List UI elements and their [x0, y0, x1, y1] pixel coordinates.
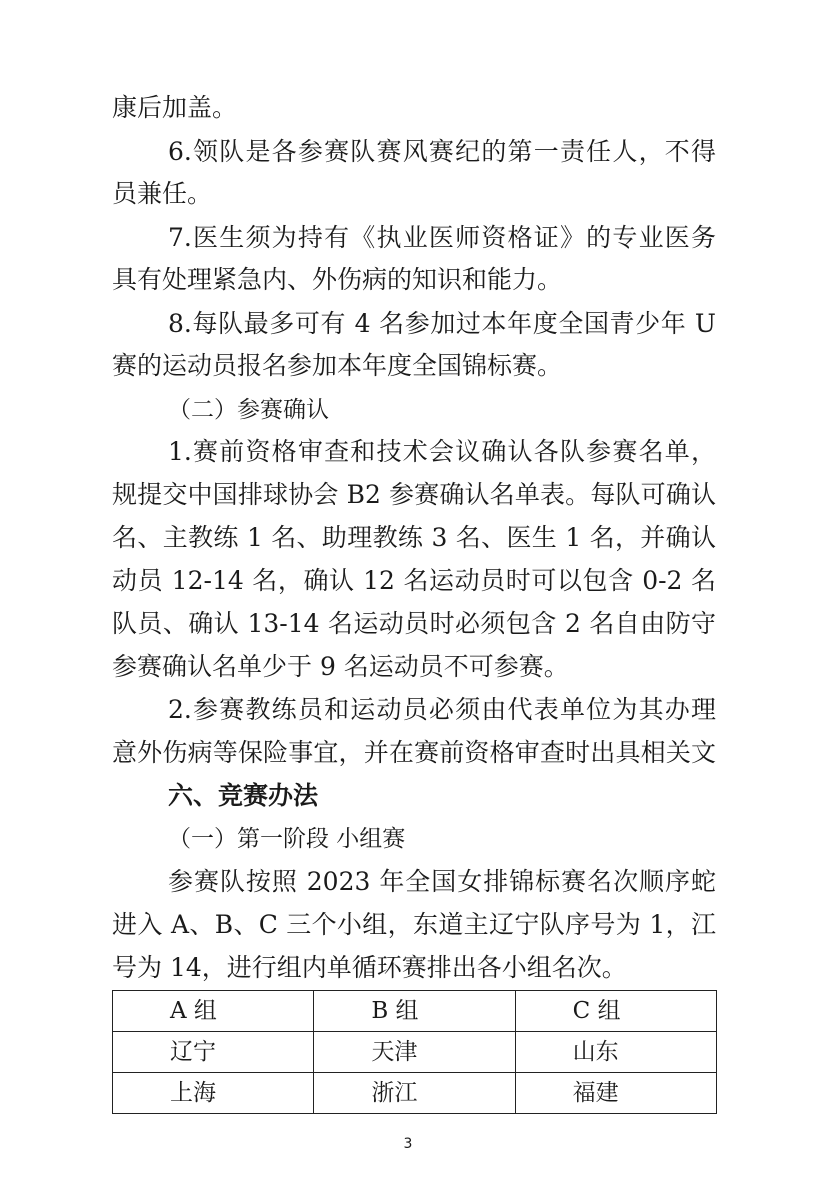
paragraph-line: 员兼任。 — [112, 179, 213, 208]
subsection-heading: （二）参赛确认 — [168, 397, 329, 423]
paragraph-line: 6.领队是各参赛队赛风赛纪的第一责任人，不得 — [168, 137, 716, 166]
table-header-cell: B 组 — [314, 991, 515, 1032]
paragraph-line: 进入 A、B、C 三个小组，东道主辽宁队序号为 1，江 — [112, 910, 716, 939]
paragraph-line: 参赛队按照 2023 年全国女排锦标赛名次顺序蛇 — [168, 867, 716, 896]
paragraph-line: 参赛确认名单少于 9 名运动员不可参赛。 — [112, 652, 569, 681]
paragraph-line: 规提交中国排球协会 B2 参赛确认名单表。每队可确认 — [112, 480, 716, 509]
paragraph-line: 号为 14，进行组内单循环赛排出各小组名次。 — [112, 953, 627, 982]
paragraph-line: 队员、确认 13-14 名运动员时必须包含 2 名自由防守 — [112, 609, 716, 638]
table-cell: 山东 — [515, 1032, 716, 1073]
table-cell: 浙江 — [314, 1073, 515, 1114]
table-cell: 福建 — [515, 1073, 716, 1114]
paragraph-line: 1.赛前资格审查和技术会议确认各队参赛名单， — [168, 437, 716, 466]
paragraph-line: 具有处理紧急内、外伤病的知识和能力。 — [112, 265, 563, 294]
paragraph-line: 2.参赛教练员和运动员必须由代表单位为其办理 — [168, 695, 716, 724]
subsection-heading: （一）第一阶段 小组赛 — [168, 826, 406, 852]
paragraph-line: 意外伤病等保险事宜，并在赛前资格审查时出具相关文 — [112, 738, 716, 767]
table-row — [113, 1032, 717, 1073]
group-table — [112, 990, 717, 1114]
page-number: 3 — [403, 1136, 413, 1152]
paragraph-line: 名、主教练 1 名、助理教练 3 名、医生 1 名，并确认 — [112, 523, 716, 552]
table-header-cell: A 组 — [113, 991, 314, 1032]
table-header-cell: C 组 — [515, 991, 716, 1032]
paragraph-line: 8.每队最多可有 4 名参加过本年度全国青少年 U — [168, 309, 716, 338]
table-header-row — [113, 991, 717, 1032]
paragraph-line: 康后加盖。 — [112, 93, 238, 122]
table-cell: 辽宁 — [113, 1032, 314, 1073]
paragraph-line: 赛的运动员报名参加本年度全国锦标赛。 — [112, 351, 563, 380]
table-cell: 天津 — [314, 1032, 515, 1073]
table-row — [113, 1073, 717, 1114]
table-cell: 上海 — [113, 1073, 314, 1114]
section-heading: 六、竞赛办法 — [168, 781, 319, 810]
paragraph-line: 7.医生须为持有《执业医师资格证》的专业医务 — [168, 223, 716, 252]
paragraph-line: 动员 12-14 名，确认 12 名运动员时可以包含 0-2 名 — [112, 566, 716, 595]
